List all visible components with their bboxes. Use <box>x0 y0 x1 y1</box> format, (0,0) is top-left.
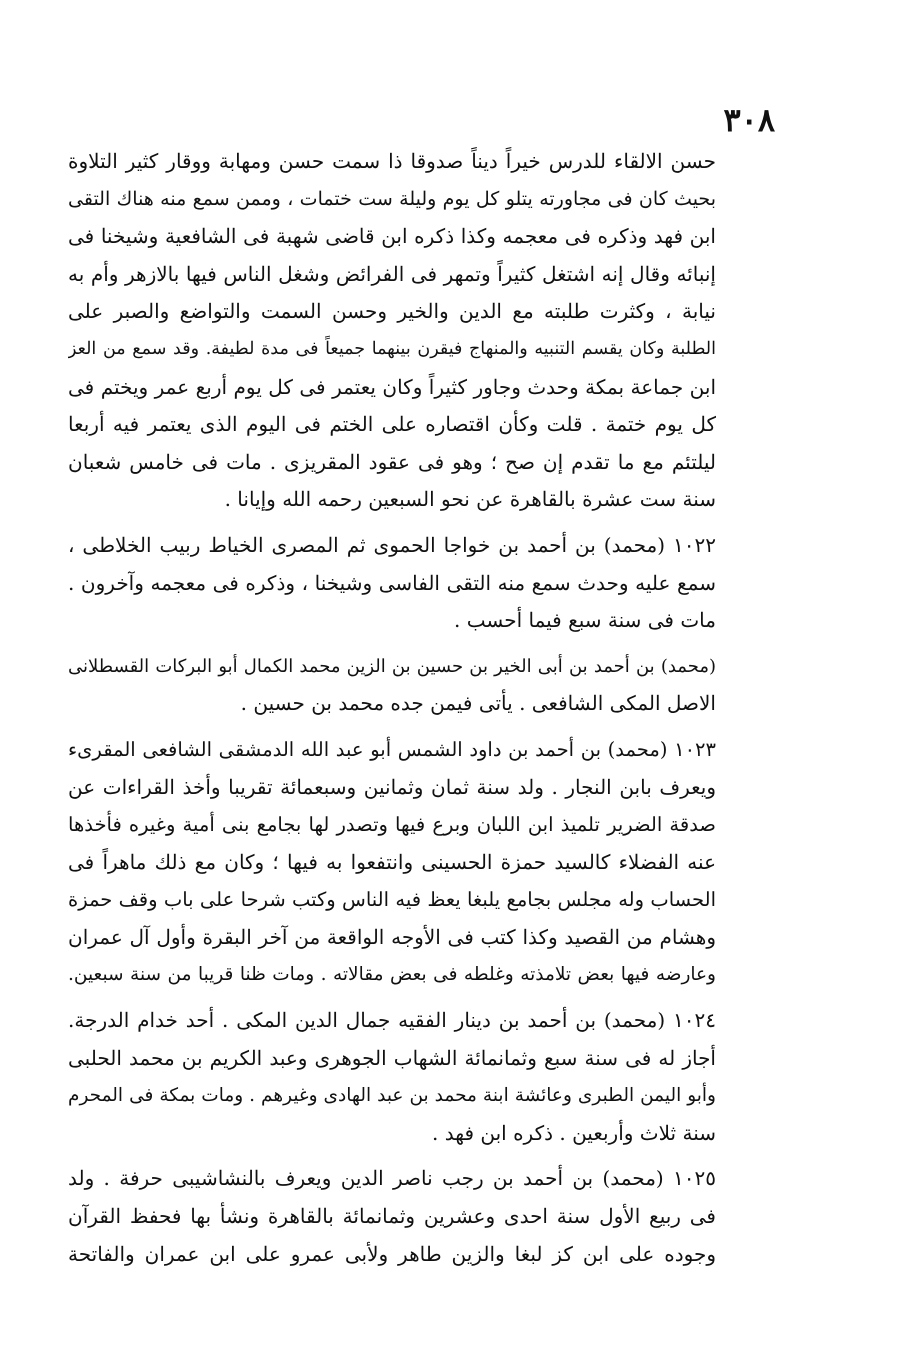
text-line: ليلتئم مع ما تقدم إن صح ؛ وهو فى عقود المقريزى . مات فى خامس شعبان <box>68 449 716 474</box>
text-line: عنه الفضلاء كالسيد حمزة الحسينى وانتفعوا به فيها ؛ وكان مع ذلك ماهراً فى <box>68 849 716 874</box>
text-line: ١٠٢٢ (محمد) بن أحمد بن خواجا الحموى ثم المصرى الخياط ربيب الخلاطى ، <box>68 532 716 557</box>
text-line: (محمد) بن أحمد بن أبى الخير بن حسين بن الزين محمد الكمال أبو البركات القسطلانى <box>68 655 716 677</box>
text-line: الطلبة وكان يقسم التنبيه والمنهاج فيقرن بينهما جميعاً فى مدة لطيفة. وقد سمع من العز <box>68 338 716 359</box>
text-line: فى ربيع الأول سنة احدى وعشرين وثمانمائة بالقاهرة ونشأ بها فحفظ القرآن <box>68 1204 716 1229</box>
text-line: بحيث كان فى مجاورته يتلو كل يوم وليلة ست ختمات ، وممن سمع منه هناك التقى <box>68 187 716 210</box>
text-line: حسن الالقاء للدرس خيراً ديناً صدوقا ذا سمت حسن ومهابة ووقار كثير التلاوة <box>68 149 716 173</box>
text-line: ابن جماعة بمكة وحدث وجاور كثيراً وكان يعتمر فى كل يوم أربع عمر ويختم فى <box>68 374 716 399</box>
text-line: وأبو اليمن الطبرى وعائشة ابنة محمد بن عبد الهادى وغيرهم . ومات بمكة فى المحرم <box>68 1085 716 1107</box>
text-line: مات فى سنة سبع فيما أحسب . <box>454 608 716 633</box>
text-line: ابن فهد وذكره فى معجمه وكذا ذكره ابن قاضى شهبة فى الشافعية وشيخنا فى <box>68 224 716 249</box>
text-line: إنبائه وقال إنه اشتغل كثيراً وتمهر فى الفرائض وشغل الناس فيها بالازهر وأم به <box>68 261 716 286</box>
text-line: ١٠٢٤ (محمد) بن أحمد بن دينار الفقيه جمال الدين المكى . أحد خدام الدرجة. <box>68 1008 716 1033</box>
text-line: سمع عليه وحدث سمع منه التقى الفاسى وشيخنا ، وذكره فى معجمه وآخرون . <box>68 570 716 595</box>
text-line: ويعرف بابن النجار . ولد سنة ثمان وثمانين وسبعمائة تقريبا وأخذ القراءات عن <box>68 774 716 799</box>
text-line: الاصل المكى الشافعى . يأتى فيمن جده محمد بن حسين . <box>240 691 716 716</box>
text-line: سنة ست عشرة بالقاهرة عن نحو السبعين رحمه الله وإيانا . <box>224 487 716 512</box>
text-line: الحساب وله مجلس بجامع يلبغا يعظ فيه الناس وكتب شرحا على باب وقف حمزة <box>68 888 716 912</box>
text-line: أجاز له فى سنة سبع وثمانمائة الشهاب الجوهرى وعبد الكريم بن محمد الحلبى <box>68 1045 716 1070</box>
text-line: وهشام من القصيد وكذا كتب فى الأوجه الواقعة من آخر البقرة وأول آل عمران <box>68 924 716 949</box>
text-line: سنة ثلاث وأربعين . ذكره ابن فهد . <box>432 1120 716 1145</box>
text-line: ١٠٢٥ (محمد) بن أحمد بن رجب ناصر الدين ويعرف بالنشاشيبى حرفة . ولد <box>68 1166 716 1191</box>
body-text <box>68 143 716 1273</box>
text-line: وعارضه فيها بعض تلامذته وغلطه فى بعض مقالاته . ومات ظنا قريبا من سنة سبعين. <box>68 964 716 986</box>
text-line: ١٠٢٣ (محمد) بن أحمد بن داود الشمس أبو عبد الله الدمشقى الشافعى المقرىء <box>68 737 716 761</box>
text-line: كل يوم ختمة . قلت وكأن اقتصاره على الختم فى اليوم الذى يعتمر فيه أربعا <box>68 412 716 437</box>
text-line: نيابة ، وكثرت طلبته مع الدين والخير وحسن السمت والتواضع والصبر على <box>68 299 716 324</box>
page-number: ٣٠٨ <box>723 101 775 139</box>
text-line: صدقة الضرير تلميذ ابن اللبان وبرع فيها وتصدر لها بجامع بنى أمية وغيره فأخذها <box>68 813 716 837</box>
text-line: وجوده على ابن كز لبغا والزين طاهر ولأبى عمرو على ابن عمران والفاتحة <box>68 1241 716 1266</box>
